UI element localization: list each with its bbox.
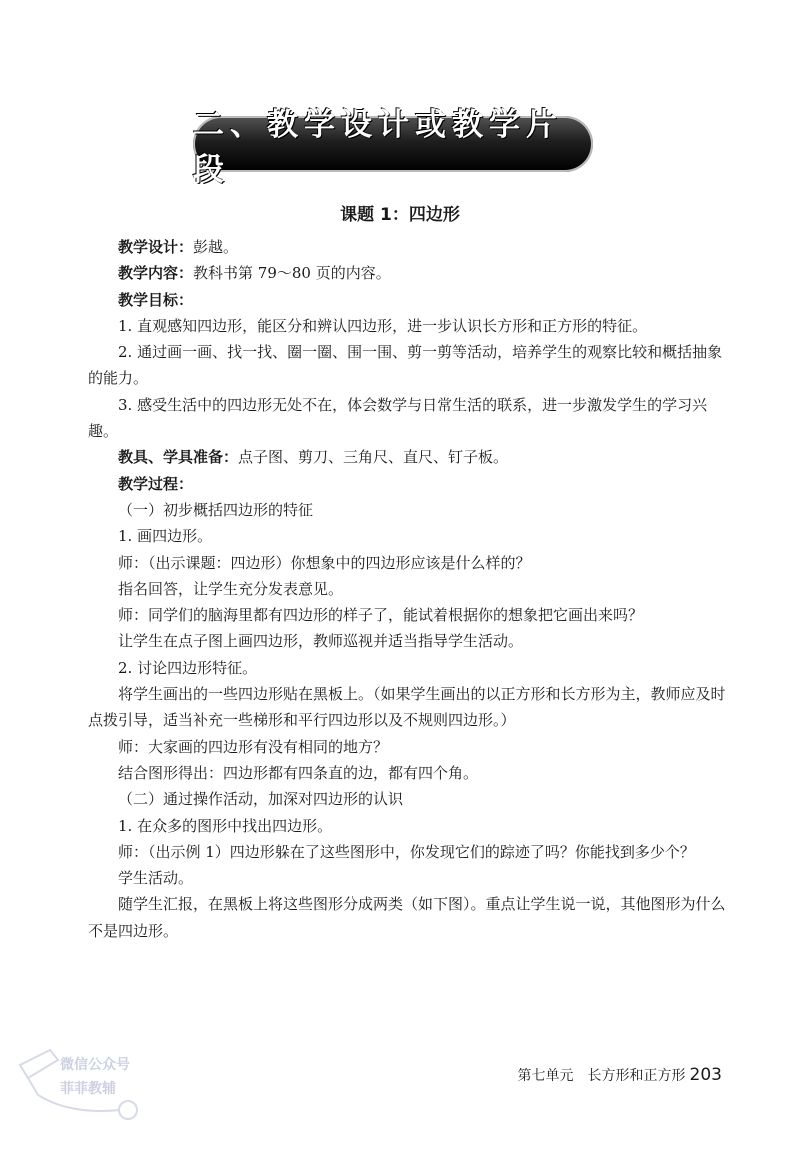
paragraph: 师：（出示课题：四边形）你想象中的四边形应该是什么样的？: [118, 553, 531, 572]
paragraph: 教具、学具准备：点子图、剪刀、三角尺、直尺、钉子板。: [118, 448, 509, 467]
paragraph: 将学生画出的一些四边形贴在黑板上。（如果学生画出的以正方形和长方形为主，教师应及时点拨引导，适当补充一些梯形和平行四边形以及不规则四边形。）: [88, 685, 726, 730]
paragraph: 1. 直观感知四边形，能区分和辨认四边形，进一步认识长方形和正方形的特征。: [118, 316, 648, 335]
page-number: 203: [689, 1065, 722, 1085]
paragraph: 学生活动。: [118, 869, 194, 888]
paragraph: 教学内容：教科书第 79～80 页的内容。: [118, 264, 391, 283]
paragraph: 1. 在众多的图形中找出四边形。: [118, 816, 333, 835]
lesson-body: [88, 234, 728, 944]
section-banner-text: 二、教学设计或教学片段: [193, 107, 563, 188]
paragraph: 让学生在点子图上画四边形，教师巡视并适当指导学生活动。: [118, 632, 524, 651]
paragraph: 指名回答，让学生充分发表意见。: [118, 579, 344, 598]
paragraph: （二）通过操作活动，加深对四边形的认识: [118, 790, 404, 809]
paragraph: 结合图形得出：四边形都有四条直的边，都有四个角。: [118, 763, 479, 782]
paragraph: 2. 通过画一画、找一找、圈一圈、围一围、剪一剪等活动，培养学生的观察比较和概括抽象的能力。: [88, 343, 723, 388]
paragraph: 师：（出示例 1）四边形躲在了这些图形中，你发现它们的踪迹了吗？你能找到多少个？: [118, 842, 695, 861]
page-footer: [518, 1065, 722, 1085]
watermark: [10, 1040, 150, 1120]
paragraph: 1. 画四边形。: [118, 527, 213, 546]
paragraph: （一）初步概括四边形的特征: [118, 500, 314, 519]
paragraph: 教学目标：: [118, 290, 194, 309]
watermark-line1: 微信公众号: [60, 1057, 130, 1073]
lesson-title: 课题 1：四边形: [340, 205, 460, 225]
watermark-line2: 菲菲教辅: [60, 1081, 116, 1097]
paragraph: 3. 感受生活中的四边形无处不在，体会数学与日常生活的联系，进一步激发学生的学习兴趣。: [88, 395, 708, 441]
paragraph: 2. 讨论四边形特征。: [118, 658, 258, 677]
paragraph: 随学生汇报，在黑板上将这些图形分成两类（如下图）。重点让学生说一说，其他图形为什么不是四边形。: [88, 895, 726, 940]
section-banner: [193, 107, 593, 188]
paragraph: 师：大家画的四边形有没有相同的地方？: [118, 737, 389, 756]
footer-section: 第七单元 长方形和正方形: [517, 1068, 686, 1084]
paragraph: 师：同学们的脑海里都有四边形的样子了，能试着根据你的想象把它画出来吗？: [118, 606, 644, 625]
paragraph: 教学过程：: [118, 474, 194, 493]
paragraph: 教学设计：彭越。: [118, 238, 239, 256]
